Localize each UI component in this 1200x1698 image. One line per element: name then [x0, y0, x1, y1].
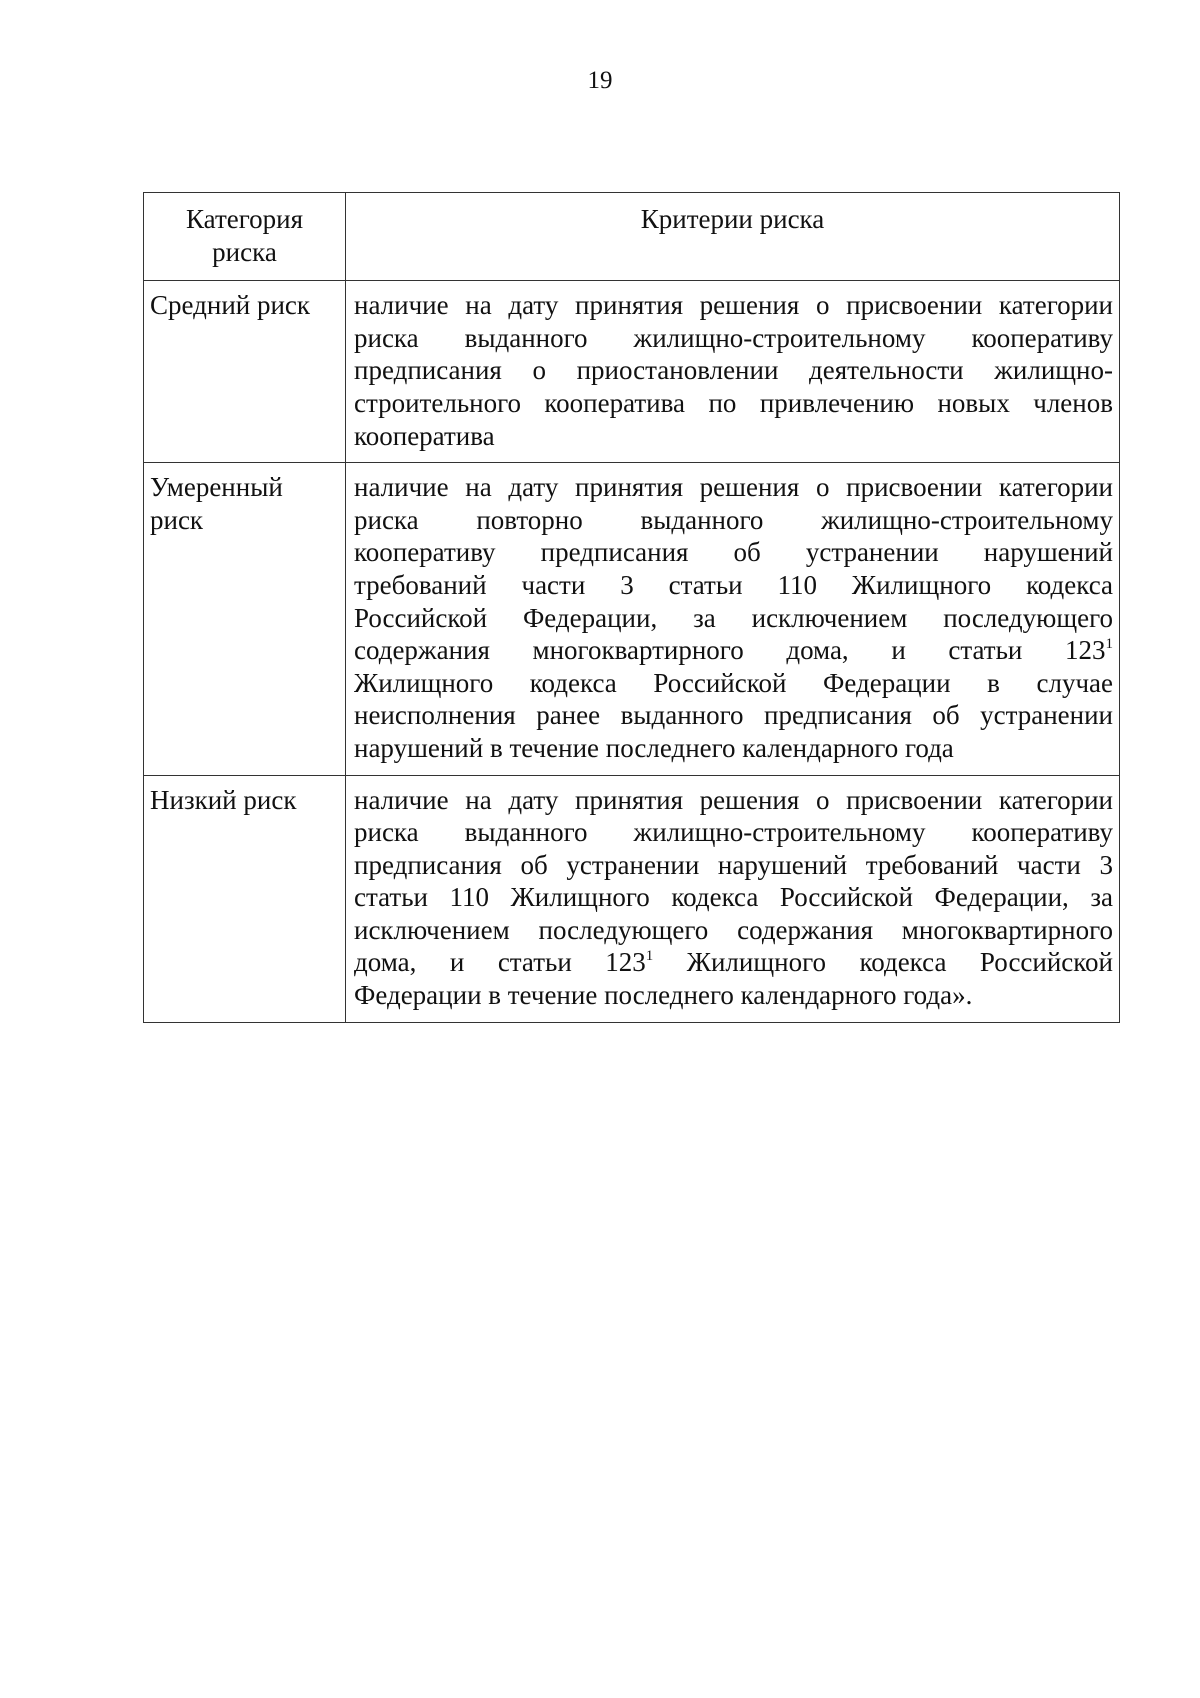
criteria-line: наличие на дату принятия решения о присвоении категории — [354, 784, 1113, 815]
criteria-line — [354, 946, 1113, 979]
criteria-line: Российской Федерации, за исключением последующего — [354, 602, 1113, 633]
criteria-line: предписания об устранении нарушений требований части 3 — [354, 849, 1113, 880]
criteria-line: исключением последующего содержания многоквартирного — [354, 914, 1113, 945]
criteria-line: риска выданного жилищно-строительному кооперативу — [354, 322, 1113, 353]
page-number: 19 — [587, 67, 613, 94]
criteria-line: кооператива — [354, 420, 495, 451]
criteria-line-text: дома, и статьи 123 — [354, 947, 646, 978]
criteria-line-text: содержания многоквартирного дома, и статьи 123 — [354, 635, 1106, 666]
table-row — [144, 281, 1120, 463]
risk-category-table — [143, 192, 1120, 1023]
row-moderate-criteria — [346, 463, 1120, 775]
criteria-line: Федерации в течение последнего календарного года». — [354, 980, 973, 1011]
row-low-category: Низкий риск — [144, 775, 346, 1022]
table-row — [144, 775, 1120, 1022]
table-header-row — [144, 193, 1120, 281]
criteria-line: нарушений в течение последнего календарного года — [354, 732, 954, 763]
table-row — [144, 463, 1120, 775]
criteria-line: Жилищного кодекса Российской Федерации в случае — [354, 667, 1113, 698]
criteria-line: статьи 110 Жилищного кодекса Российской Федерации, за — [354, 882, 1113, 913]
superscript: 1 — [645, 948, 654, 965]
criteria-line: кооперативу предписания об устранении нарушений — [354, 537, 1113, 568]
row-medium-category: Средний риск — [144, 281, 346, 463]
row-medium-criteria — [346, 281, 1120, 463]
row-low-criteria — [346, 775, 1120, 1022]
row-moderate-category: Умеренный риск — [144, 463, 346, 775]
criteria-line: наличие на дату принятия решения о присвоении категории — [354, 472, 1113, 503]
criteria-line: наличие на дату принятия решения о присвоении категории — [354, 290, 1113, 321]
header-category: Категория риска — [144, 193, 346, 281]
criteria-line: требований части 3 статьи 110 Жилищного кодекса — [354, 569, 1113, 600]
header-criteria: Критерии риска — [346, 193, 1120, 281]
criteria-line: неисполнения ранее выданного предписания об устранении — [354, 700, 1113, 731]
criteria-line-text: Жилищного кодекса Российской — [653, 947, 1113, 978]
criteria-line: предписания о приостановлении деятельности жилищно- — [354, 355, 1113, 386]
criteria-line: риска повторно выданного жилищно-строительному — [354, 504, 1113, 535]
criteria-line: риска выданного жилищно-строительному кооперативу — [354, 817, 1113, 848]
criteria-line — [354, 634, 1113, 667]
superscript: 1 — [1105, 636, 1113, 653]
criteria-line: строительного кооператива по привлечению новых членов — [354, 387, 1113, 418]
